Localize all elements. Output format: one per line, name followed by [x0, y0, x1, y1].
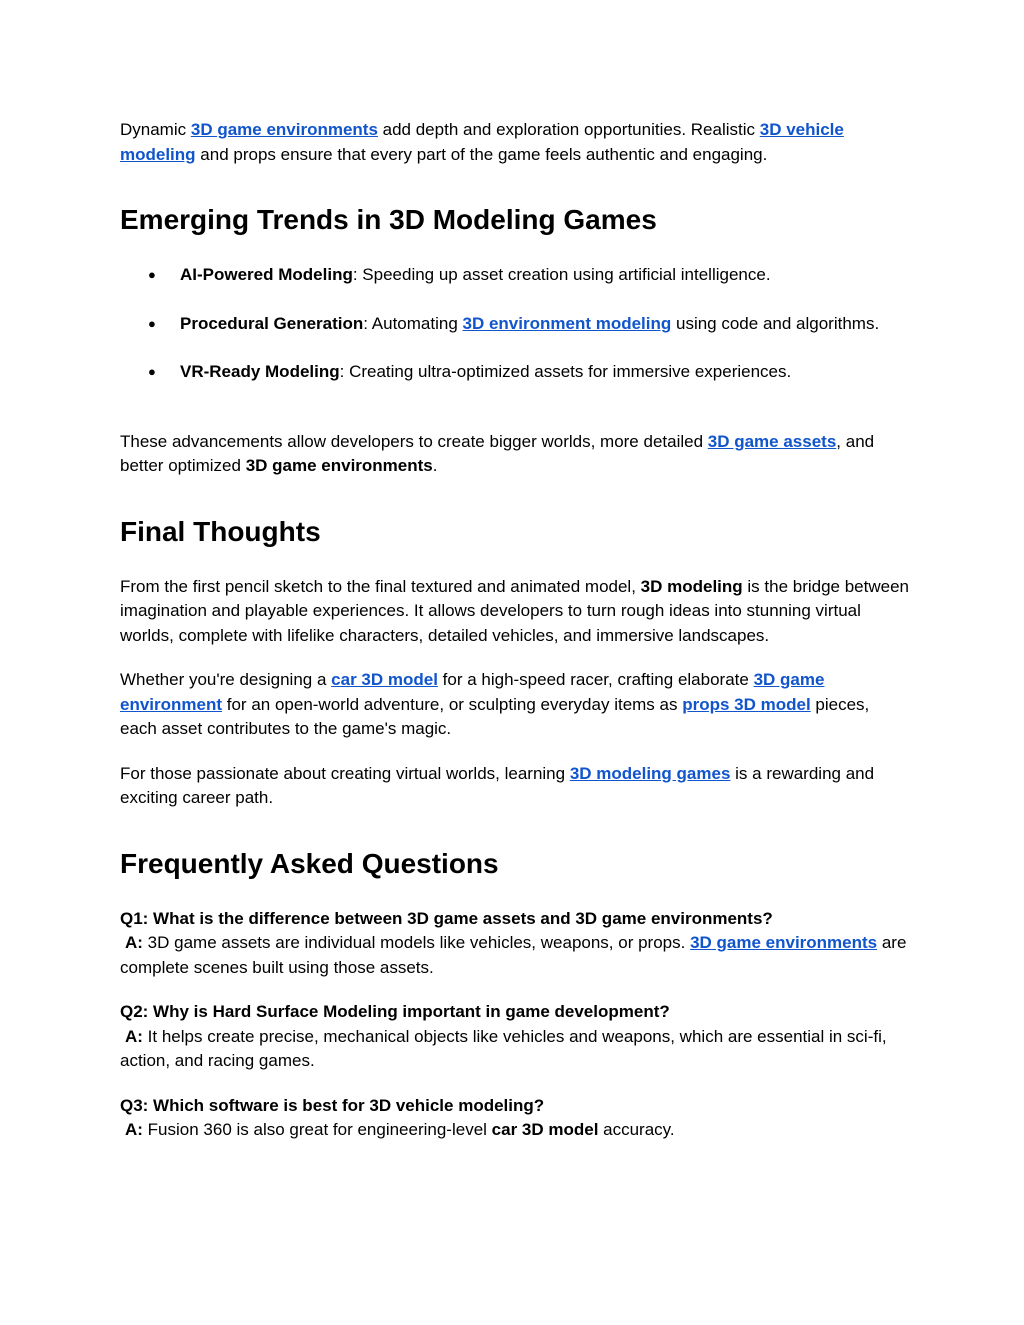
faq-question: Q2: Why is Hard Surface Modeling important in game development? — [120, 1002, 670, 1021]
final-p2-text-2: for a high-speed racer, crafting elaborate — [437, 670, 754, 689]
link-3d-modeling-games[interactable]: 3D modeling games — [569, 763, 731, 783]
link-3d-game-environments-faq[interactable]: 3D game environments — [690, 933, 878, 952]
trend-title: Procedural Generation — [180, 313, 364, 333]
intro-text-2: add depth and exploration opportunities. Realistic — [377, 120, 760, 139]
heading-faq: Frequently Asked Questions — [120, 847, 499, 879]
intro-paragraph — [120, 118, 910, 167]
list-item — [120, 312, 910, 337]
bullet-icon: ● — [148, 364, 156, 379]
advancements-text-2: , and better optimized — [120, 431, 875, 475]
link-3d-vehicle-modeling[interactable]: 3D vehicle modeling — [120, 120, 844, 164]
link-3d-game-assets[interactable]: 3D game assets — [707, 431, 837, 451]
trend-text: : Speeding up asset creation using artificial intelligence. — [352, 265, 771, 284]
link-3d-environment-modeling[interactable]: 3D environment modeling — [462, 313, 672, 333]
heading-final-thoughts: Final Thoughts — [120, 515, 321, 547]
intro-text-1: Dynamic — [120, 120, 191, 139]
bullet-icon: ● — [148, 267, 156, 282]
advancements-text-3: . — [432, 456, 438, 475]
faq-item — [120, 1000, 910, 1074]
link-3d-game-environments[interactable]: 3D game environments — [190, 120, 378, 139]
trend-text-after: using code and algorithms. — [671, 313, 880, 333]
bullet-icon: ● — [148, 315, 156, 331]
faq-list — [120, 907, 910, 1143]
final-p1-bold: 3D modeling — [640, 576, 743, 596]
final-p3-text-2: is a rewarding and exciting career path. — [120, 763, 875, 807]
final-paragraph-3 — [120, 762, 910, 811]
link-car-3d-model[interactable]: car 3D model — [331, 670, 438, 689]
final-p3-text-1: For those passionate about creating virtual worlds, learning — [120, 763, 570, 783]
intro-text-3: and props ensure that every part of the game feels authentic and engaging. — [195, 144, 768, 164]
link-3d-game-environment[interactable]: 3D game environment — [120, 670, 825, 714]
final-paragraph-1 — [120, 575, 910, 649]
final-p2-text-4: pieces, each asset contributes to the game's magic. — [120, 694, 870, 738]
trend-text: : Automating — [363, 313, 463, 333]
trend-title: VR-Ready Modeling — [180, 362, 340, 381]
faq-answer-text: 3D game assets are individual models like vehicles, weapons, or props. — [142, 933, 691, 952]
faq-answer-text-2: are complete scenes built using those assets. — [120, 933, 907, 977]
faq-item — [120, 1094, 910, 1143]
list-item — [120, 360, 910, 385]
faq-answer-bold: car 3D model — [491, 1120, 599, 1139]
advancements-paragraph — [120, 430, 910, 479]
faq-answer-label: A: — [125, 1120, 143, 1139]
advancements-bold: 3D game environments — [245, 456, 433, 475]
final-p2-text-3: for an open-world adventure, or sculpting everyday items as — [222, 694, 683, 714]
trends-list — [120, 263, 910, 385]
advancements-text-1: These advancements allow developers to create bigger worlds, more detailed — [120, 431, 708, 451]
trend-title: AI-Powered Modeling — [180, 265, 353, 284]
faq-answer-text-2: accuracy. — [598, 1120, 675, 1139]
faq-item — [120, 907, 910, 981]
faq-answer-label: A: — [125, 1026, 143, 1046]
trend-text: : Creating ultra-optimized assets for immersive experiences. — [339, 362, 792, 381]
final-paragraph-2 — [120, 668, 910, 742]
faq-answer-text: It helps create precise, mechanical objects like vehicles and weapons, which are essential in sci-fi, action, and racing games. — [120, 1026, 887, 1070]
final-p1-text-2: is the bridge between imagination and playable experiences. It allows developers to turn rough ideas into stunning virtual worlds, complete with lifelike characters, detailed vehicles, and immersive landscapes. — [120, 576, 910, 645]
heading-emerging-trends: Emerging Trends in 3D Modeling Games — [120, 204, 657, 235]
faq-question: Q1: What is the difference between 3D game assets and 3D game environments? — [120, 908, 773, 928]
final-p1-text-1: From the first pencil sketch to the final textured and animated model, — [120, 576, 641, 596]
link-props-3d-model[interactable]: props 3D model — [682, 694, 811, 714]
document-page — [120, 118, 910, 1143]
list-item — [120, 263, 910, 288]
final-p2-text-1: Whether you're designing a — [120, 670, 332, 689]
faq-question: Q3: Which software is best for 3D vehicle modeling? — [120, 1095, 545, 1115]
faq-answer-text: Fusion 360 is also great for engineering-level — [142, 1120, 492, 1139]
faq-answer-label: A: — [125, 933, 143, 952]
